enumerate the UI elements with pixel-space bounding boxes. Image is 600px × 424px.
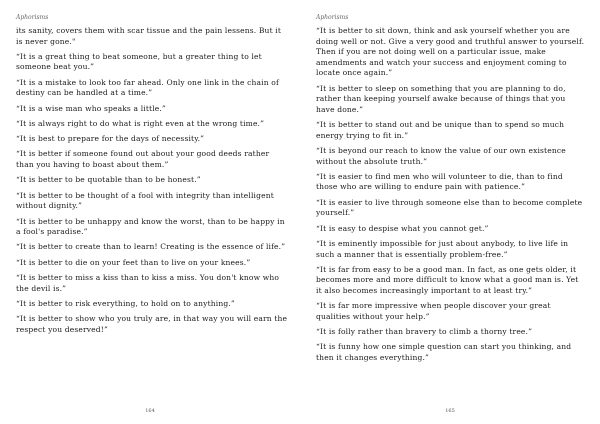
paragraph: “It is better to create than to learn! Creating is the essence of life.” [16,242,286,252]
paragraph: “It is better to risk everything, to hold on to anything.” [16,298,235,308]
paragraph: “It is easier to live through someone else than to become complete yourself.” [316,197,583,218]
paragraph: “It is best to prepare for the days of necessity.” [16,134,205,144]
paragraph: “It is folly rather than bravery to climb a thorny tree.” [316,327,533,337]
paragraph: “It is funny how one simple question can start you thinking, and then it changes everything.” [316,342,572,362]
paragraph: “It is beyond our reach to know the value of our own existence without the absolute truth.” [316,146,566,166]
left-page-number: 164 [145,408,155,414]
paragraph: “It is a mistake to look too far ahead. Only one link in the chain of destiny can be handled at a time.” [16,77,279,98]
paragraph: “It is better to die on your feet than to live on your knees.” [16,257,251,267]
paragraph: “It is better if someone found out about your good deeds rather than you having to boast about them.” [16,149,270,170]
paragraph: “It is a wise man who speaks a little.” [16,103,166,113]
right-page-text [316,26,586,364]
paragraph: “It is far from easy to be a good man. In fact, as one gets older, it becomes more and more difficult to know what a good man is. Yet it also becomes increasingly important to at least try.” [316,264,579,295]
right-page-number: 165 [445,408,455,414]
left-running-head: Aphorisms [16,14,49,21]
paragraph: “It is a great thing to beat someone, but a greater thing to let someone beat you.” [16,51,262,72]
paragraph: “It is better to stand out and be unique than to spend so much energy trying to fit in.” [316,120,565,140]
paragraph: “It is better to be unhappy and know the worst, than to be happy in a fool's paradise.” [16,216,285,237]
paragraph: “It is always right to do what is right even at the wrong time.” [16,118,265,128]
paragraph: “It is better to sleep on something that you are planning to do, rather than keeping yourself awake because of things that you have done.” [316,83,566,114]
right-page [300,0,600,424]
paragraph: “It is easy to despise what you cannot get.” [316,223,489,233]
paragraph: “It is better to sit down, think and ask yourself whether you are doing well or not. Give a very good and truthful answer to yourself. Then if you are not doing well on a particular issue, make amendments and watch your success and enjoyment coming to locate once again.” [316,26,585,78]
paragraph: “It is better to be quotable than to be honest.” [16,175,201,185]
right-running-head: Aphorisms [316,14,349,21]
left-page-text [16,26,288,335]
paragraph: its sanity, covers them with scar tissue and the pain lessens. But it is never gone." [16,26,282,46]
paragraph: “It is eminently impossible for just about anybody, to live life in such a manner that is essentially problem-free.” [316,238,569,259]
paragraph: “It is better to be thought of a fool with integrity than intelligent without dignity.” [16,190,274,211]
paragraph: “It is far more impressive when people discover your great qualities without your help.” [316,301,551,321]
paragraph: “It is better to show who you truly are, in that way you will earn the respect you deserved!” [16,314,288,334]
paragraph: “It is better to miss a kiss than to kiss a miss. You don't know who the devil is.” [16,272,280,293]
paragraph: “It is easier to find men who will volunteer to die, than to find those who are willing to endure pain with patience.” [316,171,563,192]
